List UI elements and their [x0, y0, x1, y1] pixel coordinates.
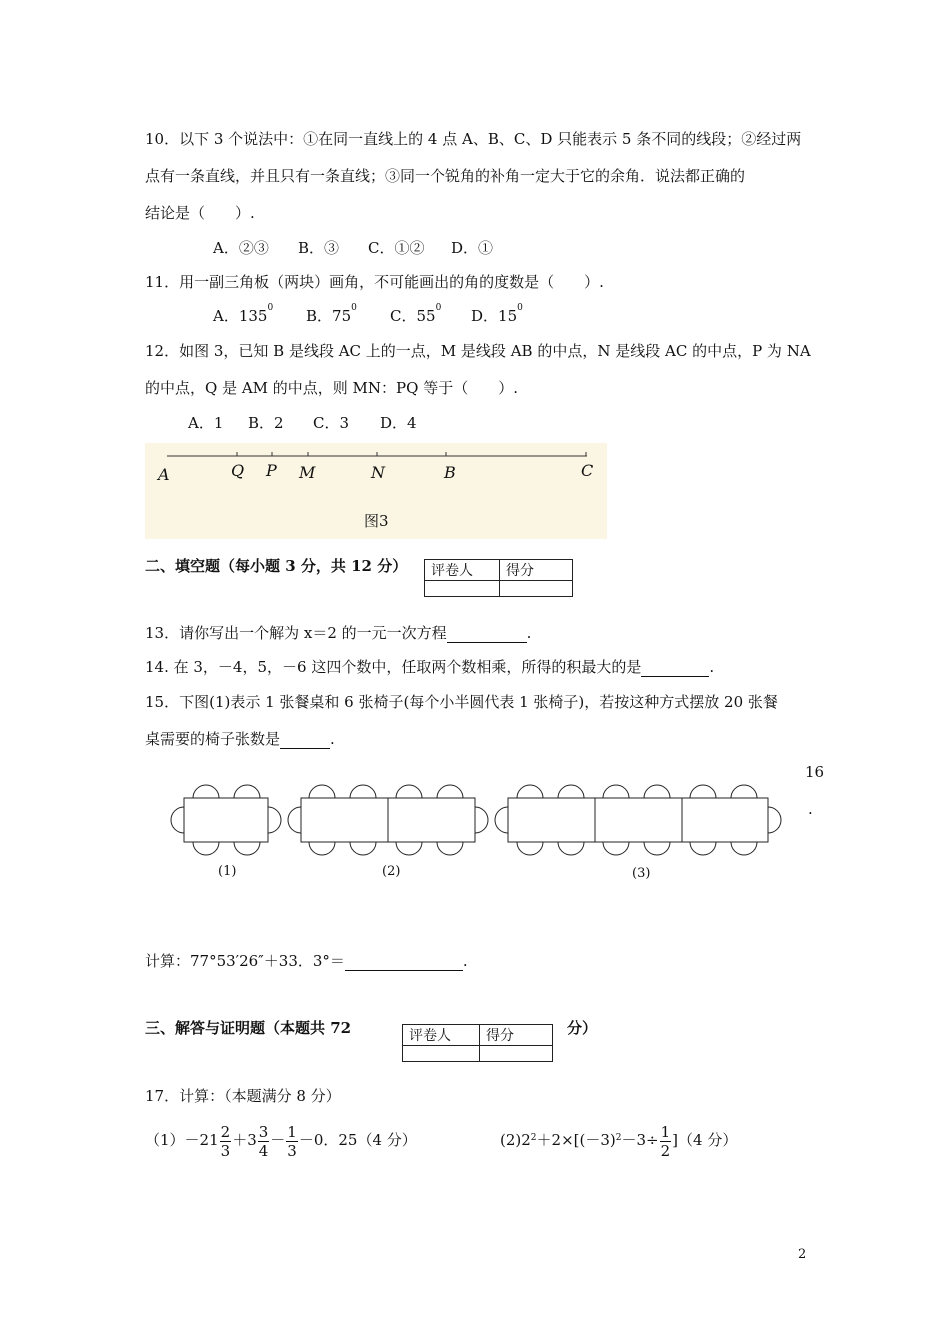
grader-cell [425, 581, 500, 597]
q11-text: 11．用一副三角板（两块）画角，不可能画出的角的度数是（ ）. [145, 273, 604, 291]
q16-text: 计算：77°53′26″＋33．3°＝ . [145, 952, 468, 970]
figure-3 [145, 443, 607, 539]
q15-line1: 15．下图(1)表示 1 张餐桌和 6 张椅子(每个小半圆代表 1 张椅子)，若按这种方式摆放 20 张餐 [145, 693, 778, 711]
q16-number: 16 [805, 763, 825, 781]
q11-option-b: B．$75^0$ [306, 303, 357, 325]
grader-cell [403, 1046, 480, 1062]
q13: 13．请你写出一个解为 x＝2 的一元一次方程 . [145, 624, 532, 642]
q16-dot: . [808, 800, 813, 818]
q14: 14. 在 3，－4，5，－6 这四个数中，任取两个数相乘，所得的积最大的是 . [145, 658, 715, 676]
answer-blank [280, 730, 330, 749]
answer-blank [447, 624, 527, 643]
q17-title: 17．计算：（本题满分 8 分） [145, 1087, 341, 1105]
point-b-label: B [444, 463, 456, 482]
q12-option-b: B．2 [248, 414, 284, 432]
answer-blank [345, 952, 463, 971]
section3-score-table [402, 1024, 553, 1062]
score-header: 得分 [480, 1025, 553, 1046]
q10-option-c: C．①② [368, 239, 425, 257]
q11-option-c: C．$55^0$ [390, 303, 442, 325]
q11-option-d: D．$15^0$ [471, 303, 523, 325]
section2-title: 二、填空题（每小题 3 分，共 12 分） [145, 557, 408, 575]
fraction: $\frac{3}{4}$ [258, 1122, 269, 1160]
point-c-label: C [581, 461, 594, 480]
point-p-label: P [266, 461, 277, 480]
q12-option-a: A．1 [188, 414, 224, 432]
section2-score-table [424, 559, 573, 597]
score-header: 得分 [500, 560, 573, 581]
point-q-label: Q [231, 461, 245, 480]
point-n-label: N [371, 463, 385, 482]
section3-title-end: 分） [567, 1019, 598, 1037]
q10-line2: 点有一条直线，并且只有一条直线；③同一个锐角的补角一定大于它的余角．说法都正确的 [145, 167, 746, 185]
q15-line2: 桌需要的椅子张数是 . [145, 730, 335, 748]
q17-part2: $(2)2^2+2\times[(-3)^2-3\div$ $\frac{1}{2}$ ]（4 分） [500, 1122, 738, 1160]
score-cell [500, 581, 573, 597]
q11-option-a: A．$135^0$ [213, 303, 274, 325]
tables-chairs-figure [160, 780, 800, 890]
figure-caption: 图3 [364, 512, 389, 530]
q12-line1: 12．如图 3，已知 B 是线段 AC 上的一点，M 是线段 AB 的中点，N 是线段 AC 的中点，P 为 NA [145, 342, 811, 360]
point-m-label: M [299, 463, 316, 482]
q12-line2: 的中点，Q 是 AM 的中点，则 MN：PQ 等于（ ）. [145, 379, 518, 397]
q17-part1: （1）－21 $\frac{2}{3}$ ＋3 $\frac{3}{4}$ － $\frac{1}{3}$ －0．25（4 分） [145, 1122, 417, 1160]
point-a-label: A [158, 465, 170, 484]
figure-label-2: (2) [382, 864, 401, 879]
score-cell [480, 1046, 553, 1062]
section3-title: 三、解答与证明题（本题共 72 [145, 1019, 352, 1037]
q10-option-b: B．③ [298, 239, 340, 257]
q10-line1: 10．以下 3 个说法中：①在同一直线上的 4 点 A、B、C、D 只能表示 5 条不同的线段；②经过两 [145, 130, 802, 148]
page-number: 2 [798, 1247, 807, 1262]
figure-label-1: (1) [218, 864, 237, 879]
figure-label-3: (3) [632, 866, 651, 881]
q10-option-a: A．②③ [213, 239, 269, 257]
q12-option-d: D．4 [380, 414, 417, 432]
q12-option-c: C．3 [313, 414, 350, 432]
grader-header: 评卷人 [403, 1025, 480, 1046]
fraction: $\frac{2}{3}$ [220, 1122, 231, 1160]
answer-blank [641, 658, 709, 677]
grader-header: 评卷人 [425, 560, 500, 581]
q10-line3: 结论是（ ）. [145, 204, 255, 222]
fraction: $\frac{1}{3}$ [287, 1122, 297, 1160]
fraction: $\frac{1}{2}$ [660, 1122, 671, 1160]
q10-option-d: D．① [451, 239, 494, 257]
